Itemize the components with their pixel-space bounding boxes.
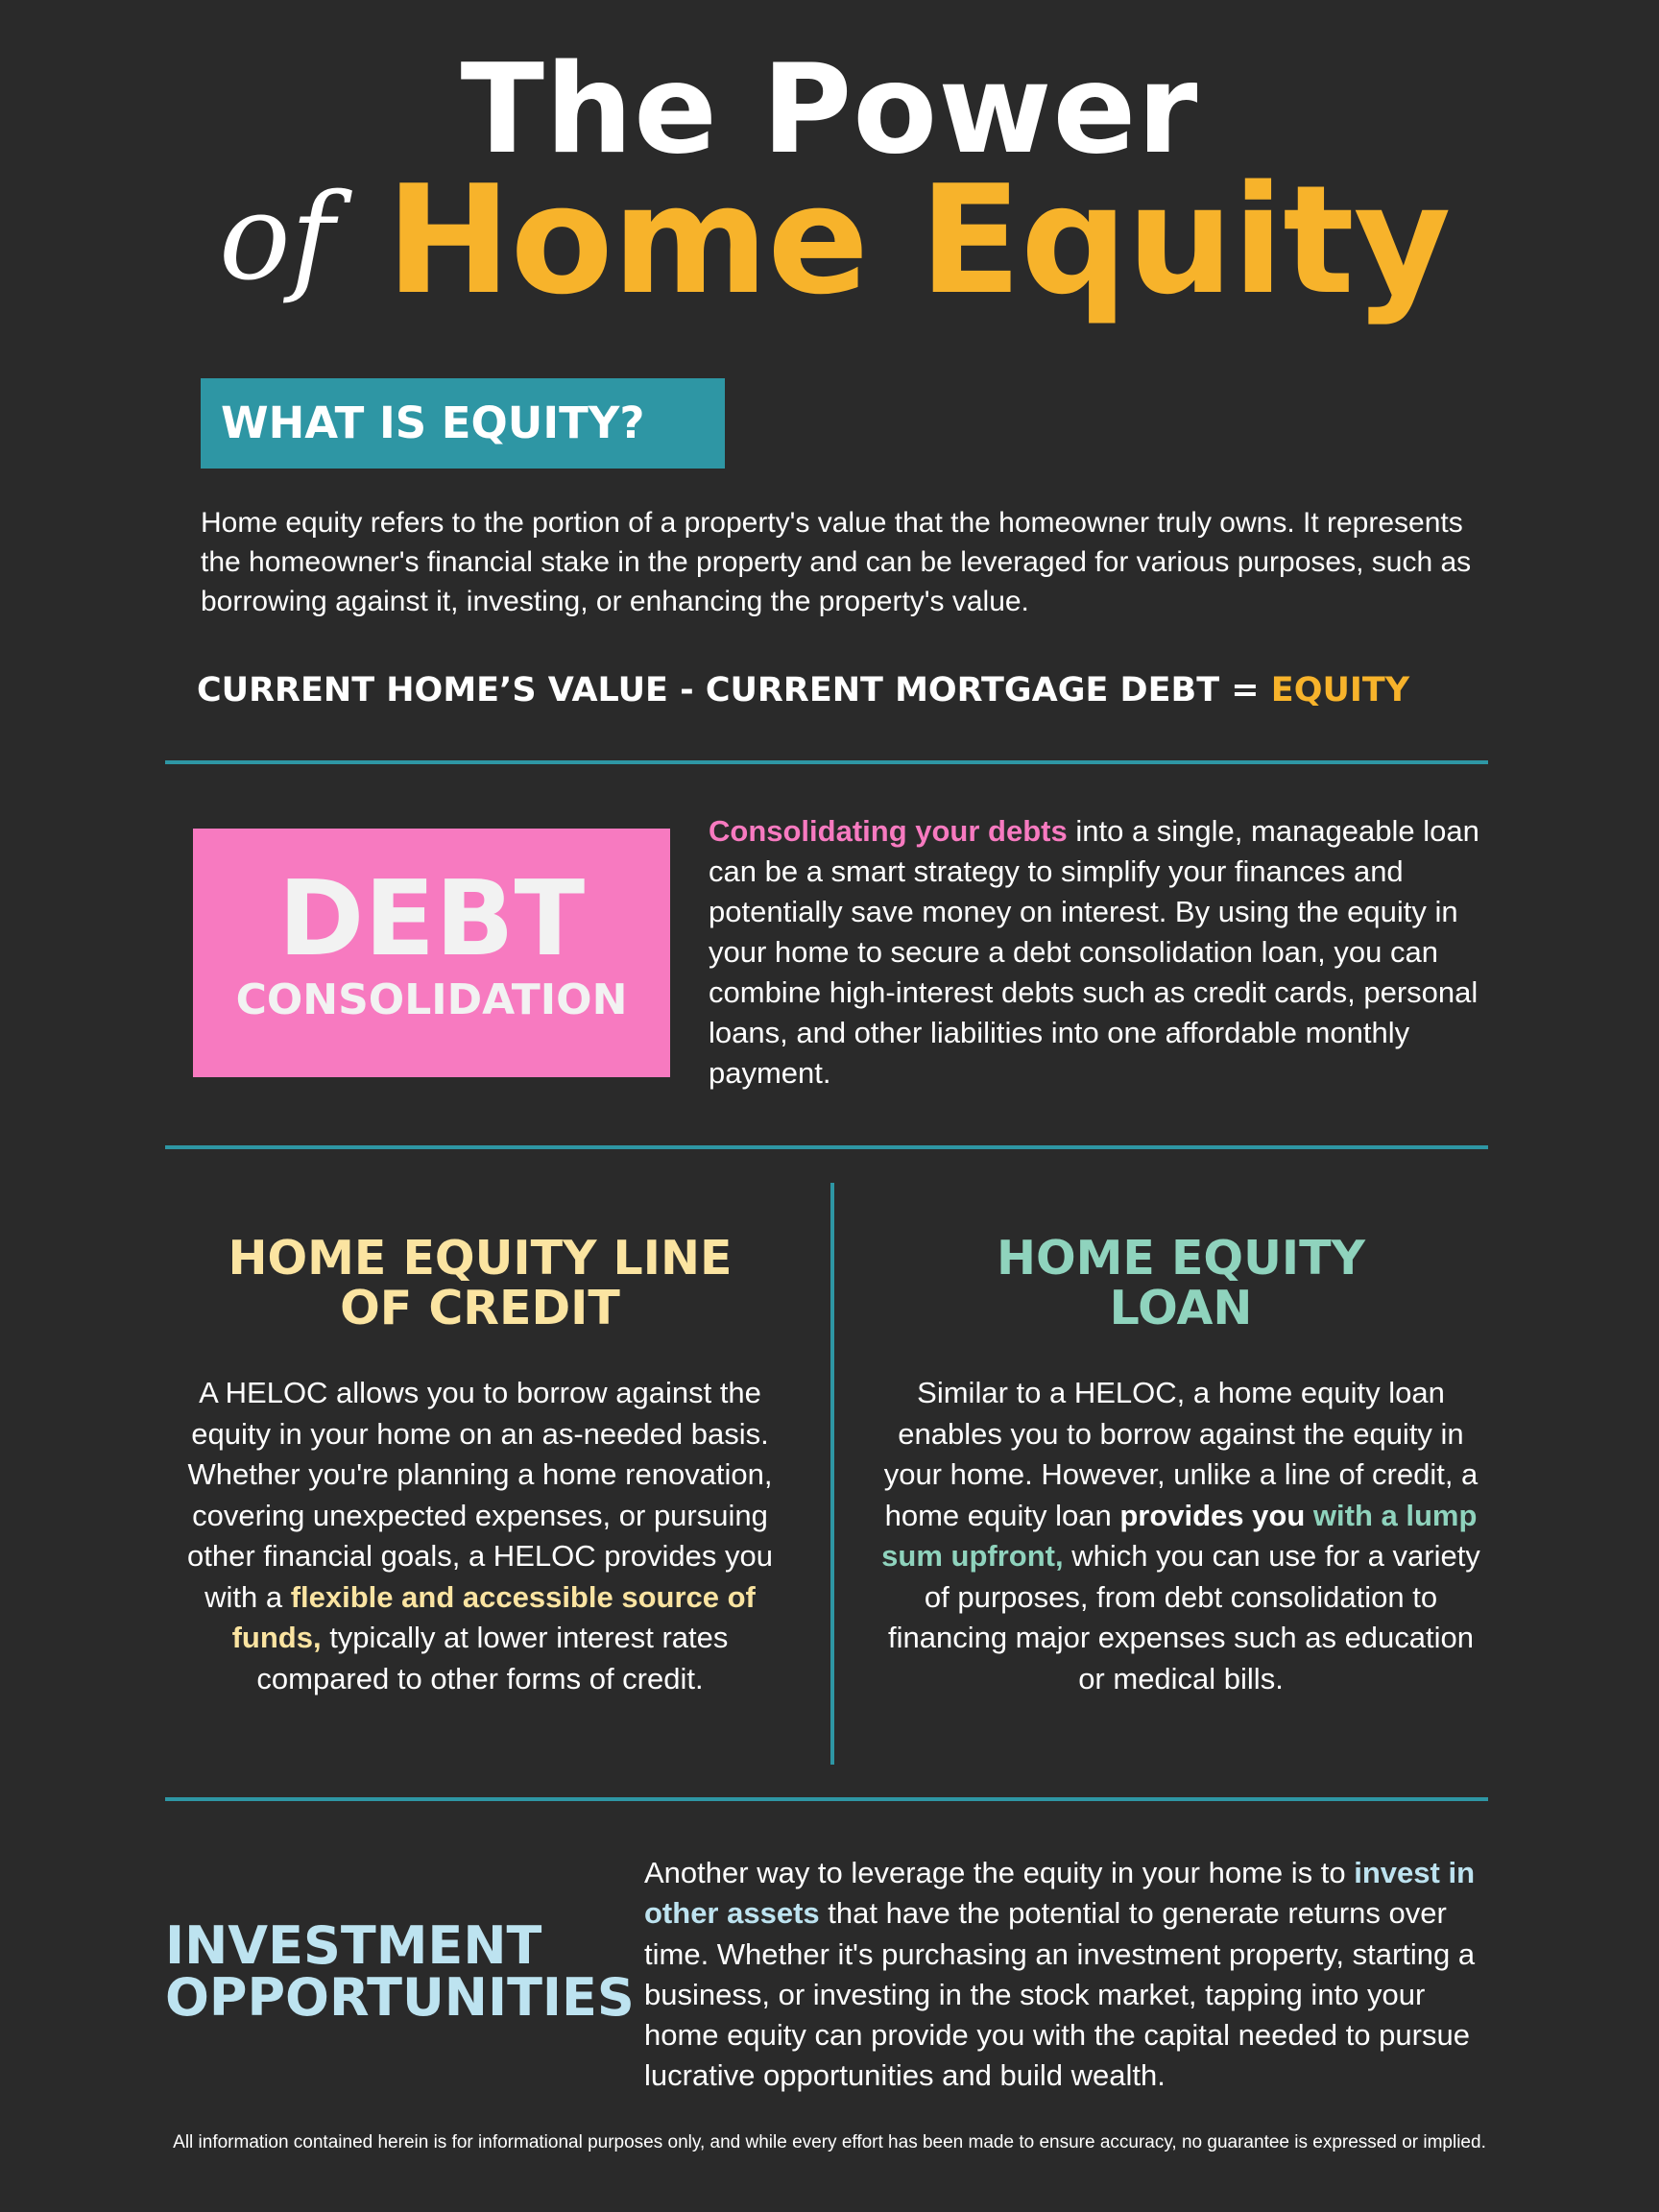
home-equity-loan-body <box>874 1373 1488 1699</box>
hel-bold: provides you <box>1119 1498 1306 1532</box>
heloc-title-line-1: HOME EQUITY LINE <box>228 1231 733 1286</box>
debt-text: into a single, manageable loan can be a smart strategy to simplify your finances and potentially save money on interest. By using the equity in your home to secure a debt consolidation loan, you can combine high-interest debts such as credit cards, personal loans, and other liabilities into one affordable monthly payment. <box>709 814 1479 1090</box>
disclaimer: All information contained herein is for informational purposes only, and while every effort has been made to ensure accuracy, no guarantee is expressed or implied. <box>173 2132 1486 2152</box>
investment-title-line-2: OPPORTUNITIES <box>165 1967 635 2028</box>
investment-body <box>644 1853 1489 2097</box>
divider-1 <box>165 760 1488 764</box>
hel-text-2: which you can use for a variety of purposes, from debt consolidation to financing major expenses such as education or medical bills. <box>887 1539 1480 1695</box>
what-is-equity-body: Home equity refers to the portion of a property's value that the homeowner truly owns. It represents the homeowner's financial stake in the property and can be leveraged for various purposes, such as borrowing against it, investing, or enhancing the property's value. <box>201 507 1472 617</box>
debt-consolidation-badge <box>193 829 670 1077</box>
heloc-text-2: typically at lower interest rates compared to other forms of credit. <box>256 1621 729 1695</box>
heloc-title-line-2: OF CREDIT <box>340 1281 620 1335</box>
debt-highlight: Consolidating your debts <box>709 814 1068 848</box>
investment-text-2: that have the potential to generate returns over time. Whether it's purchasing an investment property, starting a business, or investing in the stock market, tapping into your home equity can provide you with the capital needed to pursue lucrative opportunities and build wealth. <box>644 1896 1476 2093</box>
hel-title-line-2: LOAN <box>1109 1281 1253 1335</box>
heloc-body <box>182 1373 778 1699</box>
investment-title-line-1: INVESTMENT <box>165 1915 542 1976</box>
heloc-highlight: flexible and accessible source of funds, <box>231 1579 756 1654</box>
title-line-2: Home Equity <box>386 153 1451 327</box>
heloc-text-1: A HELOC allows you to borrow against the equity in your home on an as-needed basis. Whether you're planning a home renovation, covering unexpected expenses, or pursuing other financial goals, a HELOC provides you with a <box>187 1376 773 1614</box>
investment-highlight: invest in other assets <box>644 1856 1476 1931</box>
divider-3 <box>165 1797 1488 1801</box>
investment-title <box>165 1915 635 2028</box>
what-is-equity-heading: WHAT IS EQUITY? <box>221 397 645 448</box>
debt-consolidation-body <box>709 811 1496 1094</box>
home-equity-loan-title <box>864 1231 1498 1335</box>
heloc-title <box>173 1231 787 1335</box>
formula-text: CURRENT HOME’S VALUE - CURRENT MORTGAGE DEBT = <box>197 671 1271 709</box>
investment-text-1: Another way to leverage the equity in your home is to <box>644 1856 1355 1889</box>
formula-result: EQUITY <box>1270 671 1410 709</box>
divider-2 <box>165 1145 1488 1149</box>
title-line-1: The Power <box>460 38 1199 181</box>
column-divider <box>830 1183 834 1765</box>
hel-highlight: with a lump sum upfront, <box>881 1498 1478 1573</box>
debt-badge-small: CONSOLIDATION <box>235 975 628 1024</box>
debt-badge-big: DEBT <box>277 859 586 979</box>
hel-text-1: Similar to a HELOC, a home equity loan enables you to borrow against the equity in your home. However, unlike a line of credit, a home equity loan <box>883 1376 1479 1532</box>
hel-title-line-1: HOME EQUITY <box>996 1231 1365 1286</box>
equity-formula <box>197 666 1503 714</box>
title-of: of <box>219 169 335 307</box>
